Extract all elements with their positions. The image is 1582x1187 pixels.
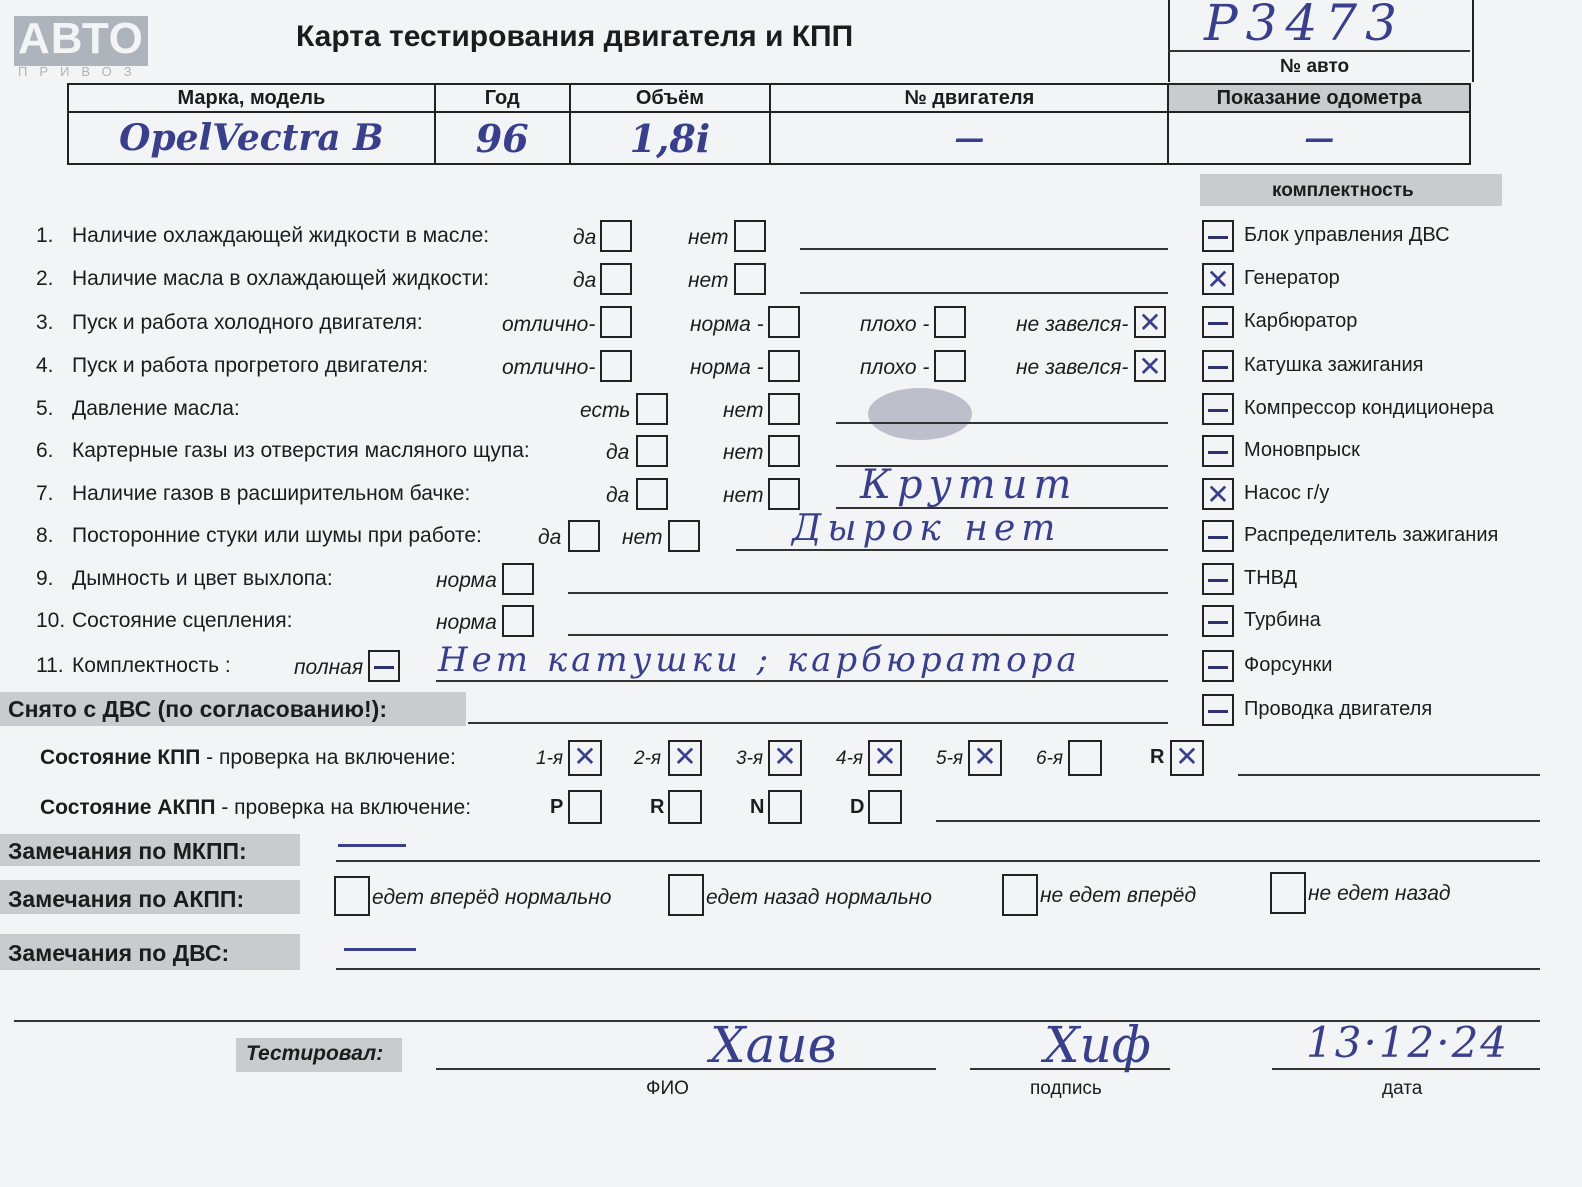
q11-num: 11. xyxy=(36,654,64,677)
tested-by-label: Тестировал: xyxy=(246,1042,384,1065)
kpp-gear-3-checkbox[interactable] xyxy=(768,740,802,776)
q3-text: Пуск и работа холодного двигателя: xyxy=(72,311,423,334)
q4-num: 4. xyxy=(36,354,54,377)
comp-turbo-checkbox[interactable] xyxy=(1202,605,1234,637)
akpp-label-rest: - проверка на включение: xyxy=(215,796,472,819)
q4-normal-checkbox[interactable] xyxy=(768,350,800,382)
car-number-line xyxy=(1168,50,1470,52)
x-mark-icon: ✕ xyxy=(1175,740,1199,773)
q4-opt-no-start: не завелся- xyxy=(1016,356,1129,379)
q7-note: Крутит xyxy=(860,462,1078,508)
x-mark-icon: ✕ xyxy=(1206,478,1230,511)
comp-ac-compressor-checkbox[interactable] xyxy=(1202,393,1234,425)
comp-ecu-label: Блок управления ДВС xyxy=(1244,224,1450,246)
q3-normal-checkbox[interactable] xyxy=(768,306,800,338)
akpp-label xyxy=(40,796,471,820)
q5-opt-no: нет xyxy=(723,399,764,422)
kpp-gear-2-checkbox[interactable] xyxy=(668,740,702,776)
odometer-value: — xyxy=(1304,120,1335,156)
value-model xyxy=(68,112,435,164)
volume-value: 1,8i xyxy=(629,115,711,161)
q9-note-line xyxy=(568,592,1168,594)
q7-text: Наличие газов в расширительном бачке: xyxy=(72,482,471,505)
x-mark-icon: ✕ xyxy=(1138,350,1162,383)
x-mark-icon: ✕ xyxy=(673,740,697,773)
header-col-engine-no: № двигателя xyxy=(770,84,1168,112)
comp-wiring-label: Проводка двигателя xyxy=(1244,698,1433,720)
q3-opt-bad: плохо - xyxy=(860,313,930,336)
completeness-header: комплектность xyxy=(1272,180,1414,201)
q9-text: Дымность и цвет выхлопа: xyxy=(72,567,333,590)
q8-text: Посторонние стуки или шумы при работе: xyxy=(72,524,482,547)
kpp-gear-4-label: 4-я xyxy=(836,748,864,769)
kpp-gear-6-label: 6-я xyxy=(1036,748,1064,769)
comp-injection-pump-label: ТНВД xyxy=(1244,567,1298,589)
signature-line xyxy=(970,1068,1170,1070)
removed-line xyxy=(468,722,1168,724)
comp-injection-pump-checkbox[interactable] xyxy=(1202,563,1234,595)
dash-mark-icon xyxy=(1208,579,1228,582)
fio-line xyxy=(436,1068,936,1070)
header-col-year: Год xyxy=(435,84,570,112)
q6-opt-no: нет xyxy=(723,441,764,464)
remarks-mkpp-label: Замечания по МКПП: xyxy=(8,838,247,864)
q1-no-checkbox[interactable] xyxy=(734,220,766,252)
kpp-gear-1-label: 1-я xyxy=(536,748,564,769)
q10-text: Состояние сцепления: xyxy=(72,609,293,632)
date-value: 13·12·24 xyxy=(1306,1018,1510,1067)
q2-yes-checkbox[interactable] xyxy=(600,263,632,295)
q7-opt-yes: да xyxy=(606,484,630,507)
q7-no-checkbox[interactable] xyxy=(768,478,800,510)
q9-num: 9. xyxy=(36,567,54,590)
q6-no-checkbox[interactable] xyxy=(768,435,800,467)
x-mark-icon: ✕ xyxy=(773,740,797,773)
kpp-gear-r-label: R xyxy=(1150,746,1165,768)
q11-note-line xyxy=(436,680,1168,682)
comp-distributor-checkbox[interactable] xyxy=(1202,520,1234,552)
q8-no-checkbox[interactable] xyxy=(668,520,700,552)
x-mark-icon: ✕ xyxy=(973,740,997,773)
akpp-n-label: N xyxy=(750,796,765,818)
year-value: 96 xyxy=(475,115,529,161)
q4-opt-excellent: отлично- xyxy=(502,356,596,379)
q3-excellent-checkbox[interactable] xyxy=(600,306,632,338)
q1-yes-checkbox[interactable] xyxy=(600,220,632,252)
akpp-no-reverse-label: не едет назад xyxy=(1308,882,1451,905)
q9-normal-checkbox[interactable] xyxy=(502,563,534,595)
akpp-p-label: P xyxy=(550,796,564,818)
akpp-no-reverse-checkbox[interactable] xyxy=(1270,872,1306,914)
q7-opt-no: нет xyxy=(723,484,764,507)
comp-mono-injection-checkbox[interactable] xyxy=(1202,435,1234,467)
page-title: Карта тестирования двигателя и КПП xyxy=(296,20,854,53)
header-col-odometer: Показание одометра xyxy=(1168,84,1470,112)
comp-distributor-label: Распределитель зажигания xyxy=(1244,524,1499,546)
q7-yes-checkbox[interactable] xyxy=(636,478,668,510)
x-mark-icon: ✕ xyxy=(573,740,597,773)
q2-no-checkbox[interactable] xyxy=(734,263,766,295)
q4-bad-checkbox[interactable] xyxy=(934,350,966,382)
header-table xyxy=(67,83,1471,165)
akpp-r-checkbox[interactable] xyxy=(668,790,702,824)
q1-note-line xyxy=(800,248,1168,250)
kpp-label-rest: - проверка на включение: xyxy=(200,746,456,769)
kpp-gear-r-checkbox[interactable] xyxy=(1170,740,1204,776)
fio-label: ФИО xyxy=(646,1078,689,1099)
value-engine-no xyxy=(770,112,1168,164)
comp-generator-label: Генератор xyxy=(1244,267,1340,289)
q8-opt-yes: да xyxy=(538,526,562,549)
q2-opt-no: нет xyxy=(688,269,729,292)
akpp-forward-normal-checkbox[interactable] xyxy=(334,876,370,916)
akpp-d-label: D xyxy=(850,796,865,818)
removed-label: Снято с ДВС (по согласованию!): xyxy=(8,696,387,722)
car-number-handwritten: P3473 xyxy=(1204,0,1405,52)
fio-value: Хаив xyxy=(710,1016,837,1074)
q5-opt-yes: есть xyxy=(580,399,631,422)
model-value: OpelVectra B xyxy=(119,117,384,159)
q1-opt-yes: да xyxy=(573,226,597,249)
akpp-label-bold: Состояние АКПП xyxy=(40,796,216,819)
comp-turbo-label: Турбина xyxy=(1244,609,1321,631)
q5-note-line xyxy=(836,422,1168,424)
header-col-volume: Объём xyxy=(570,84,771,112)
kpp-gear-5-label: 5-я xyxy=(936,748,964,769)
remarks-dvs-line xyxy=(336,968,1540,970)
q4-opt-bad: плохо - xyxy=(860,356,930,379)
q3-bad-checkbox[interactable] xyxy=(934,306,966,338)
date-line xyxy=(1272,1068,1540,1070)
value-volume xyxy=(570,112,771,164)
q3-num: 3. xyxy=(36,311,54,334)
q11-full-checkbox[interactable] xyxy=(368,650,400,682)
q10-normal-checkbox[interactable] xyxy=(502,605,534,637)
q11-note: Нет катушки ; карбюратора xyxy=(438,640,1081,680)
remarks-dvs-label: Замечания по ДВС: xyxy=(8,940,230,966)
kpp-label-bold: Состояние КПП xyxy=(40,746,201,769)
remarks-dvs-dash xyxy=(344,948,416,951)
kpp-gear-3-label: 3-я xyxy=(736,748,764,769)
q8-num: 8. xyxy=(36,524,54,547)
akpp-p-checkbox[interactable] xyxy=(568,790,602,824)
q2-num: 2. xyxy=(36,267,54,290)
akpp-d-checkbox[interactable] xyxy=(868,790,902,824)
comp-ps-pump-checkbox[interactable] xyxy=(1202,478,1234,510)
q5-text: Давление масла: xyxy=(72,397,240,420)
q6-yes-checkbox[interactable] xyxy=(636,435,668,467)
akpp-no-forward-label: не едет вперёд xyxy=(1040,884,1197,907)
value-year xyxy=(435,112,570,164)
value-odometer xyxy=(1168,112,1470,164)
signature-value: Хиф xyxy=(1044,1016,1151,1074)
kpp-gear-1-checkbox[interactable] xyxy=(568,740,602,776)
q10-opt-normal: норма xyxy=(436,611,497,634)
q8-note-line xyxy=(736,549,1168,551)
q3-opt-excellent: отлично- xyxy=(502,313,596,336)
q5-no-checkbox[interactable] xyxy=(768,393,800,425)
comp-injectors-checkbox[interactable] xyxy=(1202,650,1234,682)
comp-ignition-coil-checkbox[interactable] xyxy=(1202,350,1234,382)
ink-smudge xyxy=(868,388,972,440)
engine-no-value: — xyxy=(954,120,985,156)
q9-opt-normal: норма xyxy=(436,569,497,592)
logo-brand: АВТО xyxy=(18,14,144,63)
dash-mark-icon xyxy=(1208,409,1228,412)
q1-num: 1. xyxy=(36,224,54,247)
dash-mark-icon xyxy=(1208,666,1228,669)
akpp-reverse-normal-checkbox[interactable] xyxy=(668,874,704,916)
x-mark-icon: ✕ xyxy=(873,740,897,773)
akpp-reverse-normal-label: едет назад нормально xyxy=(706,886,932,909)
q10-note-line xyxy=(568,634,1168,636)
header-col-model: Марка, модель xyxy=(68,84,435,112)
q1-text: Наличие охлаждающей жидкости в масле: xyxy=(72,224,490,247)
akpp-no-forward-checkbox[interactable] xyxy=(1002,874,1038,916)
akpp-n-checkbox[interactable] xyxy=(768,790,802,824)
remarks-mkpp-dash xyxy=(338,844,406,847)
q8-yes-checkbox[interactable] xyxy=(568,520,600,552)
dash-mark-icon xyxy=(1208,451,1228,454)
q6-text: Картерные газы из отверстия масляного щупа: xyxy=(72,439,530,462)
comp-wiring-checkbox[interactable] xyxy=(1202,694,1234,726)
q3-no-start-checkbox[interactable] xyxy=(1134,306,1166,338)
comp-injectors-label: Форсунки xyxy=(1244,654,1333,676)
remarks-mkpp-line xyxy=(336,860,1540,862)
dash-mark-icon xyxy=(1208,536,1228,539)
q6-opt-yes: да xyxy=(606,441,630,464)
q4-text: Пуск и работа прогретого двигателя: xyxy=(72,354,429,377)
dash-mark-icon xyxy=(1208,621,1228,624)
q3-opt-normal: норма - xyxy=(690,313,764,336)
x-mark-icon: ✕ xyxy=(1206,263,1230,296)
comp-carburetor-label: Карбюратор xyxy=(1244,310,1358,332)
comp-mono-injection-label: Моновпрыск xyxy=(1244,439,1360,461)
q4-excellent-checkbox[interactable] xyxy=(600,350,632,382)
q6-num: 6. xyxy=(36,439,54,462)
logo-sub: ПРИВОЗ xyxy=(18,64,144,79)
akpp-note-line xyxy=(936,820,1540,822)
q2-text: Наличие масла в охлаждающей жидкости: xyxy=(72,267,490,290)
akpp-r-label: R xyxy=(650,796,665,818)
q4-opt-normal: норма - xyxy=(690,356,764,379)
comp-ignition-coil-label: Катушка зажигания xyxy=(1244,354,1424,376)
kpp-gear-5-checkbox[interactable] xyxy=(968,740,1002,776)
remarks-akpp-label: Замечания по АКПП: xyxy=(8,886,245,912)
q1-opt-no: нет xyxy=(688,226,729,249)
kpp-label xyxy=(40,746,456,770)
dash-mark-icon xyxy=(1208,366,1228,369)
comp-ps-pump-label: Насос г/у xyxy=(1244,482,1330,504)
akpp-forward-normal-label: едет вперёд нормально xyxy=(372,886,612,909)
kpp-gear-6-checkbox[interactable] xyxy=(1068,740,1102,776)
comp-carburetor-checkbox[interactable] xyxy=(1202,306,1234,338)
q2-opt-yes: да xyxy=(573,269,597,292)
q11-text: Комплектность : xyxy=(72,654,231,677)
x-mark-icon: ✕ xyxy=(1138,306,1162,339)
q3-opt-no-start: не завелся- xyxy=(1016,313,1129,336)
q4-no-start-checkbox[interactable] xyxy=(1134,350,1166,382)
comp-ecu-checkbox[interactable] xyxy=(1202,220,1234,252)
signature-label: подпись xyxy=(1030,1078,1102,1099)
q8-note: Дырок нет xyxy=(792,508,1062,549)
q10-num: 10. xyxy=(36,609,66,632)
q7-num: 7. xyxy=(36,482,54,505)
q5-yes-checkbox[interactable] xyxy=(636,393,668,425)
kpp-note-line xyxy=(1238,774,1540,776)
q11-opt-full: полная xyxy=(294,656,364,679)
comp-ac-compressor-label: Компрессор кондиционера xyxy=(1244,397,1494,419)
q8-opt-no: нет xyxy=(622,526,663,549)
dash-mark-icon xyxy=(1208,236,1228,239)
dash-mark-icon xyxy=(1208,322,1228,325)
kpp-gear-4-checkbox[interactable] xyxy=(868,740,902,776)
q2-note-line xyxy=(800,292,1168,294)
car-number-label: № авто xyxy=(1280,56,1350,77)
kpp-gear-2-label: 2-я xyxy=(634,748,662,769)
comp-generator-checkbox[interactable] xyxy=(1202,263,1234,295)
dash-mark-icon xyxy=(374,666,394,669)
dash-mark-icon xyxy=(1208,710,1228,713)
date-label: дата xyxy=(1382,1078,1423,1099)
q5-num: 5. xyxy=(36,397,54,420)
